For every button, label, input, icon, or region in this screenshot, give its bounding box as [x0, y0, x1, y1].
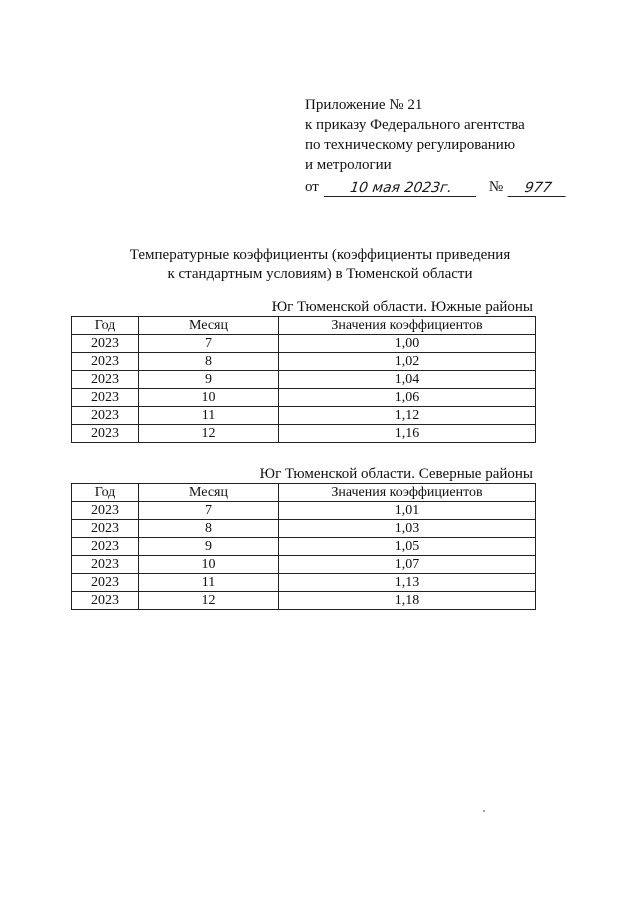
handwritten-order-number: 977 [508, 180, 569, 197]
column-header-year: Год [72, 317, 139, 335]
cell-month: 12 [139, 592, 279, 610]
cell-year: 2023 [72, 371, 139, 389]
cell-value: 1,12 [279, 407, 536, 425]
cell-year: 2023 [72, 574, 139, 592]
table-caption: Юг Тюменской области. Северные районы [259, 466, 533, 482]
table-row [72, 574, 536, 592]
table-row [72, 520, 536, 538]
coefficient-table [71, 316, 536, 443]
table-row [72, 353, 536, 371]
cell-month: 7 [139, 335, 279, 353]
table-row [72, 389, 536, 407]
table-row [72, 407, 536, 425]
cell-value: 1,13 [279, 574, 536, 592]
cell-value: 1,06 [279, 389, 536, 407]
table-row [72, 556, 536, 574]
cell-value: 1,05 [279, 538, 536, 556]
column-header-month: Месяц [139, 317, 279, 335]
title-line: Температурные коэффициенты (коэффициенты приведения [129, 247, 511, 263]
date-prefix: от [305, 179, 319, 195]
cell-year: 2023 [72, 389, 139, 407]
cell-year: 2023 [72, 592, 139, 610]
column-header-value: Значения коэффициентов [279, 317, 536, 335]
column-header-value: Значения коэффициентов [279, 484, 536, 502]
cell-month: 8 [139, 353, 279, 371]
cell-year: 2023 [72, 425, 139, 443]
cell-value: 1,07 [279, 556, 536, 574]
column-header-month: Месяц [139, 484, 279, 502]
cell-value: 1,16 [279, 425, 536, 443]
cell-month: 9 [139, 538, 279, 556]
number-sign: № [488, 179, 504, 195]
cell-month: 7 [139, 502, 279, 520]
table-row [72, 371, 536, 389]
cell-month: 11 [139, 407, 279, 425]
table-row [72, 425, 536, 443]
cell-month: 12 [139, 425, 279, 443]
appendix-line: к приказу Федерального агентства [305, 117, 525, 133]
cell-month: 10 [139, 556, 279, 574]
cell-value: 1,00 [279, 335, 536, 353]
appendix-header [305, 95, 605, 197]
order-date-line [305, 177, 605, 197]
coefficient-table [71, 483, 536, 610]
document-title [90, 246, 550, 284]
handwritten-date: 10 мая 2023г. [324, 180, 478, 197]
appendix-line: по техническому регулированию [305, 137, 516, 153]
cell-value: 1,03 [279, 520, 536, 538]
appendix-line: и метрологии [305, 157, 392, 173]
table-row [72, 502, 536, 520]
cell-month: 9 [139, 371, 279, 389]
cell-year: 2023 [72, 502, 139, 520]
cell-month: 10 [139, 389, 279, 407]
cell-year: 2023 [72, 335, 139, 353]
cell-value: 1,01 [279, 502, 536, 520]
table-row [72, 335, 536, 353]
cell-month: 8 [139, 520, 279, 538]
cell-month: 11 [139, 574, 279, 592]
table-row [72, 592, 536, 610]
table-header-row [72, 317, 536, 335]
table-south-districts [71, 299, 535, 443]
cell-value: 1,18 [279, 592, 536, 610]
cell-year: 2023 [72, 353, 139, 371]
cell-year: 2023 [72, 407, 139, 425]
cell-year: 2023 [72, 538, 139, 556]
column-header-year: Год [72, 484, 139, 502]
appendix-line: Приложение № 21 [305, 97, 423, 113]
table-caption: Юг Тюменской области. Южные районы [271, 299, 533, 315]
cell-value: 1,04 [279, 371, 536, 389]
title-line: к стандартным условиям) в Тюменской области [167, 266, 473, 282]
cell-year: 2023 [72, 556, 139, 574]
scan-speck [483, 810, 485, 812]
table-header-row [72, 484, 536, 502]
table-north-districts [71, 466, 535, 610]
table-row [72, 538, 536, 556]
cell-value: 1,02 [279, 353, 536, 371]
cell-year: 2023 [72, 520, 139, 538]
